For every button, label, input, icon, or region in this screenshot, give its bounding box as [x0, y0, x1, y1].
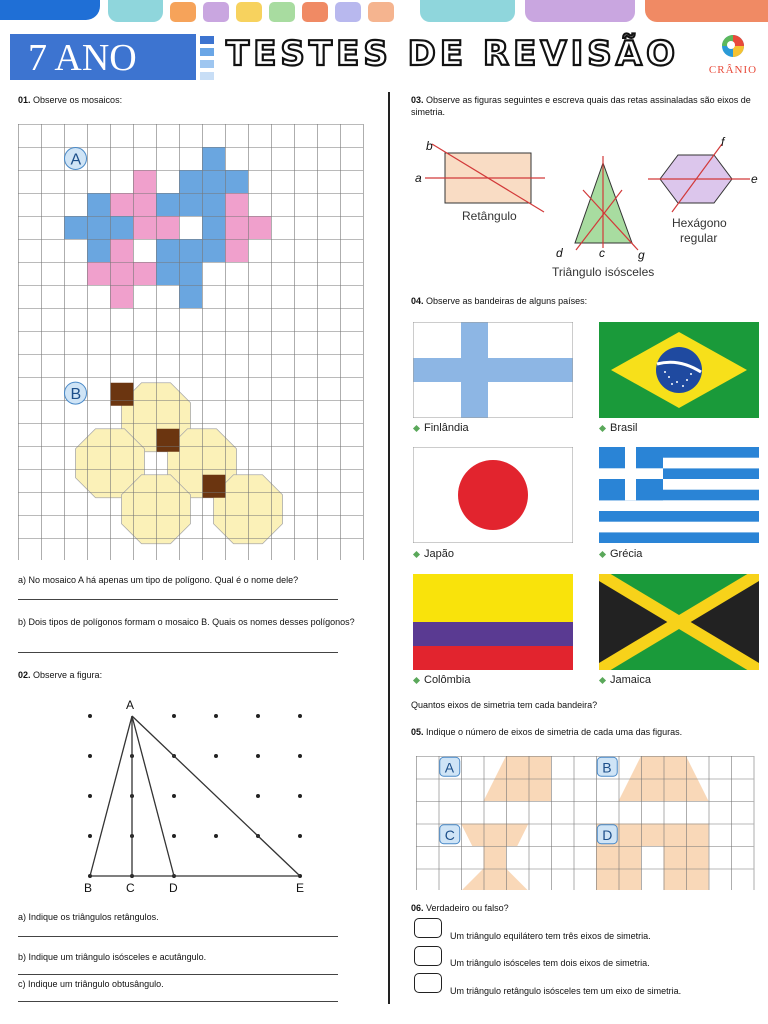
mosaic-tile-pink	[225, 239, 248, 262]
grid-dot	[88, 794, 92, 798]
flag-japan	[413, 447, 573, 543]
q2c-text: c) Indique um triângulo obtusângulo.	[18, 979, 164, 989]
q3-text: Observe as figuras seguintes e escreva quais das retas assinaladas são eixos de simetria.	[411, 95, 751, 117]
flag-brazil	[599, 322, 759, 418]
figure-label-d: D	[602, 826, 613, 843]
q2-number: 02.	[18, 670, 31, 680]
triangle-dot-figure	[60, 694, 340, 900]
cranio-logo	[708, 32, 758, 82]
logo-text: CRÂNIO	[708, 64, 758, 76]
q6-number: 06.	[411, 903, 424, 913]
mosaic-tile-blue	[202, 193, 225, 216]
q5-number: 05.	[411, 727, 424, 737]
figure-label-a: A	[444, 759, 455, 776]
grid-dot	[88, 714, 92, 718]
point-label-E: E	[296, 881, 305, 895]
figure-b-shape	[619, 756, 709, 801]
mosaic-square	[111, 383, 134, 406]
mosaic-tile-pink	[133, 262, 156, 285]
q1b-text: b) Dois tipos de polígonos formam o mosaico B. Quais os nomes desses polígonos?	[18, 617, 355, 627]
grade-badge	[10, 34, 196, 80]
grid-dot	[214, 754, 218, 758]
mosaic-tile-blue	[64, 216, 87, 239]
grade-label: 7 ANO	[28, 37, 137, 79]
mosaic-tile-blue	[156, 262, 179, 285]
mosaic-tile-blue	[179, 170, 202, 193]
mosaic-tile-pink	[110, 262, 133, 285]
mosaic-tile-blue	[87, 193, 110, 216]
mosaic-square	[157, 429, 180, 452]
mosaic-tile-pink	[110, 285, 133, 308]
line-label-c: c	[599, 246, 605, 260]
line-label-f: f	[721, 135, 725, 149]
flag-caption-colombia	[414, 674, 470, 686]
line-label-b: b	[426, 139, 433, 153]
figure-label-b: B	[602, 759, 612, 776]
mosaic-octagon	[122, 475, 191, 544]
q1a-text: a) No mosaico A há apenas um tipo de polígono. Qual é o nome dele?	[18, 575, 299, 585]
symmetry-figures	[410, 130, 765, 290]
mosaic-tile-blue	[202, 170, 225, 193]
mosaic-tile-pink	[133, 170, 156, 193]
mosaic-tile-blue	[202, 239, 225, 262]
mosaic-square	[203, 475, 226, 498]
mosaic-grid	[18, 124, 364, 560]
mosaic-tile-blue	[156, 239, 179, 262]
mosaic-tile-pink	[133, 216, 156, 239]
q4-prompt	[411, 295, 587, 307]
segment-AE	[132, 716, 300, 876]
mosaic-tile-pink	[87, 262, 110, 285]
grid-dot	[172, 834, 176, 838]
mosaic-tile-pink	[156, 216, 179, 239]
mosaic-tile-blue	[179, 193, 202, 216]
q3-number: 03.	[411, 95, 424, 105]
flag-caption-brazil	[600, 422, 638, 434]
q2c-answer-line[interactable]	[18, 1001, 338, 1002]
line-label-e: e	[751, 172, 758, 186]
mosaic-tile-blue	[87, 239, 110, 262]
grid-dot	[88, 834, 92, 838]
grid-dot	[172, 714, 176, 718]
q4-number: 04.	[411, 296, 424, 306]
q6-text: Verdadeiro ou falso?	[426, 903, 509, 913]
mosaic-tile-pink	[133, 193, 156, 216]
grid-dot	[172, 794, 176, 798]
q3-prompt	[411, 94, 761, 118]
true-false-box-2[interactable]	[414, 946, 442, 966]
flag-caption-finland	[414, 422, 469, 434]
true-false-box-3[interactable]	[414, 973, 442, 993]
flag-greece	[599, 447, 759, 543]
mosaic-tile-blue	[202, 216, 225, 239]
grid-dot	[88, 754, 92, 758]
flag-jamaica	[599, 574, 759, 670]
q2a-text: a) Indique os triângulos retângulos.	[18, 912, 159, 922]
q6-prompt	[411, 902, 509, 914]
hexagon-caption-1: Hexágono	[672, 216, 727, 230]
point-label-A: A	[126, 698, 135, 712]
flag-name-brazil: Brasil	[610, 422, 638, 434]
triangle-caption: Triângulo isósceles	[552, 265, 655, 279]
flag-name-colombia: Colômbia	[424, 674, 471, 686]
grid-dot	[214, 834, 218, 838]
flag-name-japan: Japão	[424, 548, 454, 560]
grid-dot	[256, 794, 260, 798]
q2-text: Observe a figura:	[33, 670, 103, 680]
mosaic-tile-blue	[179, 262, 202, 285]
q4-question: Quantos eixos de simetria tem cada bandeira?	[411, 700, 598, 710]
segment-AD	[132, 716, 174, 876]
mosaic-tile-pink	[110, 193, 133, 216]
mosaic-tile-blue	[225, 170, 248, 193]
mosaic-tile-pink	[110, 239, 133, 262]
flag-caption-greece	[600, 548, 642, 560]
tf-statement-1: Um triângulo equilátero tem três eixos de simetria.	[450, 931, 651, 941]
hexagon-caption-2: regular	[680, 231, 718, 245]
symmetry-grid-figures	[416, 756, 758, 890]
mosaic-tile-pink	[225, 193, 248, 216]
flag-caption-jamaica	[600, 674, 651, 686]
tf-statement-2: Um triângulo isósceles tem dois eixos de simetria.	[450, 958, 650, 968]
column-divider	[388, 92, 390, 1004]
q2a-answer-line[interactable]	[18, 936, 338, 937]
line-label-d: d	[556, 246, 563, 260]
mosaic-tile-blue	[87, 216, 110, 239]
q5-prompt	[411, 726, 682, 738]
grid-dot	[298, 754, 302, 758]
q2b-text: b) Indique um triângulo isósceles e acutângulo.	[18, 952, 207, 962]
grid-dot	[256, 754, 260, 758]
figure-a-shape	[484, 756, 552, 801]
mosaic-tile-pink	[248, 216, 271, 239]
q5-text: Indique o número de eixos de simetria de cada uma das figuras.	[426, 727, 683, 737]
page-title: TESTES DE REVISÃO	[226, 34, 680, 74]
mosaic-label-a: A	[70, 151, 82, 169]
flag-name-jamaica: Jamaica	[610, 674, 651, 686]
point-label-C: C	[126, 881, 135, 895]
q1-text: Observe os mosaicos:	[33, 95, 123, 105]
tf-statement-3: Um triângulo retângulo isósceles tem um eixo de simetria.	[450, 986, 682, 996]
grid-dot	[214, 714, 218, 718]
mosaic-tile-blue	[156, 193, 179, 216]
point-label-B: B	[84, 881, 93, 895]
grid-dot	[256, 714, 260, 718]
line-label-a: a	[415, 171, 422, 185]
q1a-answer-line[interactable]	[18, 599, 338, 600]
figure-label-c: C	[444, 826, 455, 843]
flag-finland	[413, 322, 573, 418]
flag-colombia	[413, 574, 573, 670]
mosaic-tile-blue	[110, 216, 133, 239]
point-label-D: D	[169, 881, 178, 895]
q4-text: Observe as bandeiras de alguns países:	[426, 296, 588, 306]
header-color-bar	[0, 0, 768, 30]
mosaic-tile-pink	[225, 216, 248, 239]
q1b-answer-line[interactable]	[18, 652, 338, 653]
grid-dot	[298, 834, 302, 838]
true-false-box-1[interactable]	[414, 918, 442, 938]
grid-dot	[298, 714, 302, 718]
flag-name-greece: Grécia	[610, 548, 643, 560]
q1-prompt	[18, 94, 122, 106]
q2b-answer-line[interactable]	[18, 974, 338, 975]
mosaic-tile-blue	[179, 239, 202, 262]
line-label-g: g	[638, 248, 645, 262]
q1-number: 01.	[18, 95, 31, 105]
mosaic-tile-blue	[202, 147, 225, 170]
figure-c-shape	[461, 824, 529, 891]
grid-dot	[298, 794, 302, 798]
flag-caption-japan	[414, 548, 454, 560]
rectangle-caption: Retângulo	[462, 209, 517, 223]
flag-name-finland: Finlândia	[424, 422, 469, 434]
segment-AB	[90, 716, 132, 876]
q2-prompt	[18, 669, 102, 681]
mosaic-tile-blue	[179, 285, 202, 308]
mosaic-label-b: B	[70, 386, 82, 404]
header-squares	[200, 36, 216, 80]
